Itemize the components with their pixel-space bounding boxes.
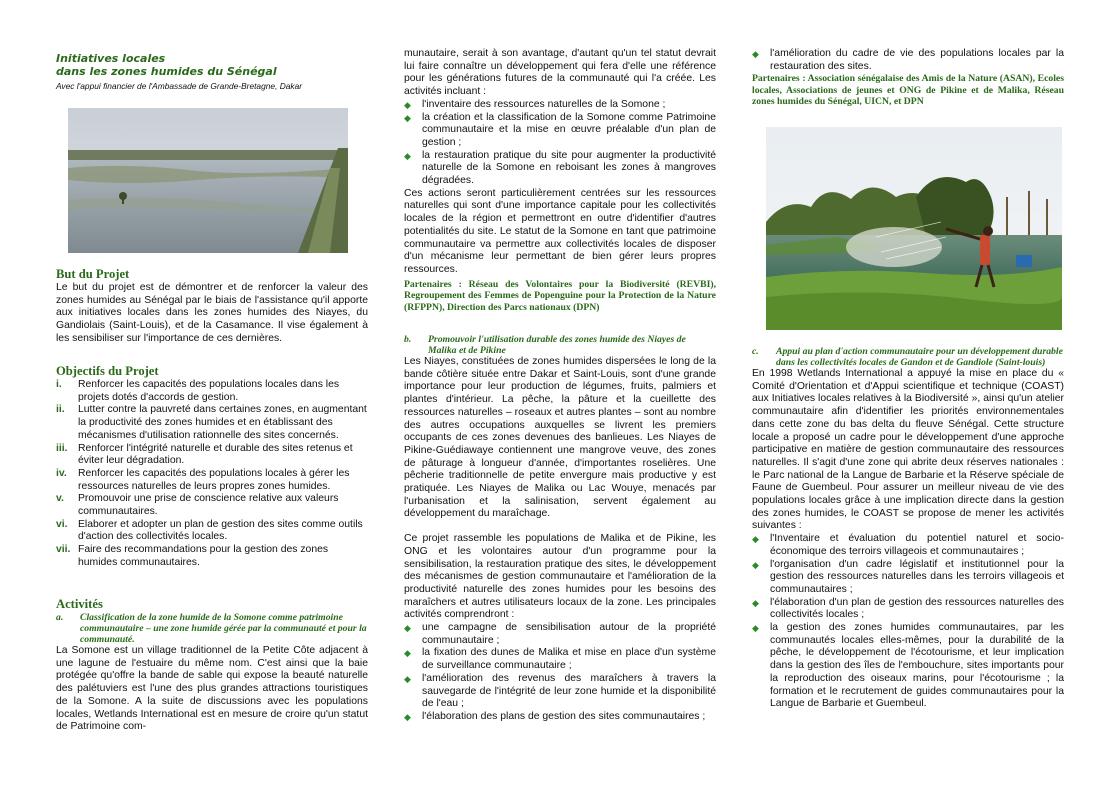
fisherman-photo [766,127,1062,330]
item-text: la fixation des dunes de Malika et mise en place d'un système de surveillance communautaire ; [422,647,716,672]
item-number: iv. [56,467,67,479]
page-title-line1: Initiatives locales [56,52,166,65]
item-text: Renforcer les capacités des populations locales à gérer les ressources naturelles de leurs propres zones humides. [78,467,350,492]
item-text: l'Inventaire et évaluation du potentiel naturel et socio-économique des terroirs villageois et communautaires ; [770,533,1064,557]
continued-text: munautaire, serait à son avantage, d'autant qu'un tel statut devrait lui faire connaître un développement qui fera d'elle une référence pour les générations futures de la communauté qui l'a créée. Les activités incluant : [404,48,716,98]
item-text: la création et la classification de la Somone comme Patrimoine communautaire et la mise en œuvre préalable d'un plan de gestion ; [422,111,716,148]
item-number: v. [56,493,64,505]
diamond-bullet-icon: ◆ [752,597,759,608]
activity-letter: b. [404,334,412,345]
list-item [404,647,716,672]
activity-a-text: La Somone est un village traditionnel de la Petite Côte adjacent à une lagune de l'estuaire du même nom. C'est ainsi que la baie protégée qu'offre la bande de sable qui expose la beauté naturelle des palétuviers est l'une des plus grandes attractions touristiques de la Somone. A la suite de discussions avec les populations locales, Wetlands International est en mesure de croire qu'un statut de Patrimoine com- [56,645,368,733]
list-item [404,150,716,188]
diamond-bullet-icon: ◆ [752,559,759,570]
item-text: Lutter contre la pauvreté dans certaines zones, en augmentant la productivité des zones humides et en établissant des mécanismes d'utilisation rationnelle des sites concernés. [78,404,367,441]
diamond-bullet-icon: ◆ [404,673,411,684]
list-item [56,544,368,569]
item-text: la restauration pratique du site pour augmenter la productivité naturelle de la Somone en reboisant les zones à mangroves dégradées. [422,149,716,187]
diamond-bullet-icon: ◆ [404,112,411,123]
diamond-bullet-icon: ◆ [752,49,759,59]
diamond-bullet-icon: ◆ [752,534,759,545]
activity-letter: a. [56,612,64,623]
objectifs-section [56,364,368,570]
activity-c-text: En 1998 Wetlands International a appuyé la mise en place du « Comité d'Orientation et d'Appui scientifique et technique (COAST) aux Initiatives locales relatives à la Biodiversité », ainsi qu'un atelier communautaire afin d'identifier les priorités environnementales dans cette zone du bas delta du fleuve Sénégal. Cette structure locale a proposé un cadre pour le développement d'une approche participative en matière de gestion communautaire des ressources naturelles. Il s'agit d'une zone qui abrite deux réserves nationales : le Parc national de la Langue de Barbarie et la Réserve spéciale de Faune de Guembeul. Pour assurer un meilleur niveau de vie des populations locales grâce à une implication directe dans la gestion des zones humides, le COAST se propose de mener les activités suivantes : [752,368,1064,532]
activity-b-section [404,334,716,724]
page-subtitle: Avec l'appui financier de l'Ambassade de Grande-Bretagne, Dakar [56,81,303,91]
item-text: Renforcer les capacités des populations locales dans les projets dotés d'accords de gestion. [78,379,340,403]
diamond-bullet-icon: ◆ [404,99,411,110]
activity-a-heading [56,612,368,645]
list-item [56,519,368,544]
list-item [404,673,716,711]
coast-activities-list [752,533,1064,711]
list-item [752,597,1064,622]
but-section [56,267,368,346]
list-item [404,711,716,724]
item-text: Faire des recommandations pour la gestion des zones humides communautaires. [78,544,329,568]
partners-somone: Partenaires : Réseau des Volontaires pour la Biodiversité (REVBI), Regroupement des Femmes de Popenguine pour la Protection de la Nature (RFPPN), Direction des Parcs nationaux (DPN) [404,278,716,313]
activity-letter: c. [752,346,759,357]
list-item [404,622,716,647]
item-text: Elaborer et adopter un plan de gestion des sites comme outils d'action des collectivités locales. [78,518,363,543]
list-item [56,468,368,493]
activites-heading: Activités [56,597,103,611]
but-heading: But du Projet [56,267,130,281]
page-title-line2: dans les zones humides du Sénégal [56,64,277,78]
list-item [752,533,1064,558]
list-item [404,99,716,112]
objectifs-heading: Objectifs du Projet [56,364,159,378]
item-text: l'inventaire des ressources naturelles de la Somone ; [422,98,666,110]
list-item [56,379,368,404]
niayes-continued [752,48,1064,108]
item-text: l'organisation d'un cadre législatif et institutionnel pour la gestion des ressources naturelles dans les terroirs villageois et communautaires ; [770,558,1064,595]
activity-title: Promouvoir l'utilisation durable des zones humide des Niayes de Malika et de Pikine [428,334,686,356]
title-block [56,53,376,92]
niayes-activities-list-cont [752,48,1064,73]
activity-b-text1: Les Niayes, constituées de zones humides dispersées le long de la bande côtière située entre Dakar et Saint-Louis, sont d'une grande importance pour leur production de légumes, fruits, palmiers et plantes d'intérieur. La pêche, la pâture et la cueillette des ressources naturelles – roseaux et autres plantes – sont au nombre des autres occupations auxquelles se livrent les premiers occupants de ces zones devenues des banlieues. Les Niayes de Pikine-Guédiawaye contiennent une mangrove veuve, des zones de pâturage à longueur d'année, d'importantes roselières. Une pêcherie traditionnelle de petite envergure mais productive y est pratiquée. Les Niayes de Malika ou Lac Wouye, menacés par l'urbanisation et la salinisation, servent également au développement du maraîchage. [404,356,716,520]
objectifs-list [56,379,368,570]
item-text: Renforcer l'intégrité naturelle et durable des sites retenus et éviter leur dégradation. [78,442,353,467]
list-item [752,622,1064,711]
diamond-bullet-icon: ◆ [404,150,411,161]
activity-b-heading [404,334,716,356]
somone-summary-text: Ces actions seront particulièrement centrées sur les ressources naturelles qui sont d'une importance capitale pour les collectivités locales de la région et permettront en outre d'identifier d'autres potentialités du site. Le statut de la Somone en tant que patrimoine communautaire va permettre aux collectivités locales de disposer d'un mécanisme leur permettant de bien gérer leurs propres ressources. [404,187,716,275]
list-item [404,112,716,150]
somone-activities-list [404,99,716,188]
list-item [56,443,368,468]
diamond-bullet-icon: ◆ [404,623,411,634]
partners-niayes: Partenaires : Association sénégalaise des Amis de la Nature (ASAN), Ecoles locales, Associations de jeunes et ONG de Pikine et de Malika, Réseau zones humides du Sénégal, UICN, et DPN [752,73,1064,108]
activites-section [56,597,368,734]
niayes-activities-list [404,622,716,724]
item-text: l'élaboration d'un plan de gestion des ressources naturelles des collectivités locales ; [770,596,1064,621]
item-number: vi. [56,518,68,530]
item-text: l'amélioration des revenus des maraîchers à travers la sauvegarde de l'intégrité de leur zone humide et la disponibilité de l'eau ; [422,672,716,710]
activity-b-text2: Ce projet rassemble les populations de Malika et de Pikine, les ONG et les volontaires autour d'un programme pour la sensibilisation, la restauration pratique des sites, le développement des mécanismes de gestion communautaire et l'amélioration de la productivité naturelle des zones humides pour les besoins des maraîchers et autres utilisateurs locaux de la zone. Les principales activités comprendront : [404,533,716,621]
item-text: la gestion des zones humides communautaires, par les communautés locales elles-mêmes, pour la durabilité de la pêche, le développement de l'écotourisme, et leur implication dans la gestion des îles de l'embouchure, sites importants pour la reproduction des oiseaux marins, pour l'écotourisme ; la formation et le recrutement de guides communautaires pour la Langue de Barbarie et Guembeul. [770,622,1064,710]
item-number: ii. [56,404,65,416]
item-number: i. [56,379,62,390]
list-item [56,404,368,442]
activity-c-section [752,346,1064,711]
item-text: l'élaboration des plans de gestion des sites communautaires ; [422,710,706,722]
lagoon-photo [68,108,348,253]
somone-continued [404,48,716,313]
item-number: vii. [56,544,71,556]
item-text: l'amélioration du cadre de vie des populations locales par la restauration des sites. [770,48,1064,72]
diamond-bullet-icon: ◆ [404,648,411,659]
item-number: iii. [56,442,68,454]
list-item [56,493,368,518]
diamond-bullet-icon: ◆ [404,711,411,722]
but-text: Le but du projet est de démontrer et de renforcer la valeur des zones humides au Sénégal par le biais de l'assistance qu'il apporte aux initiatives locales dans les zones humides des Niayes, du Gandiolais (Saint-Louis), et de la Casamance. Il vise également à les sensibiliser sur l'importance de ces dernières. [56,282,368,344]
list-item [752,559,1064,597]
activity-title: Appui au plan d'action communautaire pour un développement durable dans les collectivités locales de Gandon et de Gandiole (Saint-louis) [776,346,1063,368]
activity-title: Classification de la zone humide de la Somone comme patrimoine communautaire – une zone humide gérée par la communauté et pour la communauté. [80,612,367,645]
item-text: Promouvoir une prise de conscience relative aux valeurs communautaires. [78,493,339,518]
item-text: une campagne de sensibilisation autour de la propriété communautaire ; [422,622,716,646]
activity-c-heading [752,346,1064,368]
diamond-bullet-icon: ◆ [752,623,759,634]
list-item [752,48,1064,73]
